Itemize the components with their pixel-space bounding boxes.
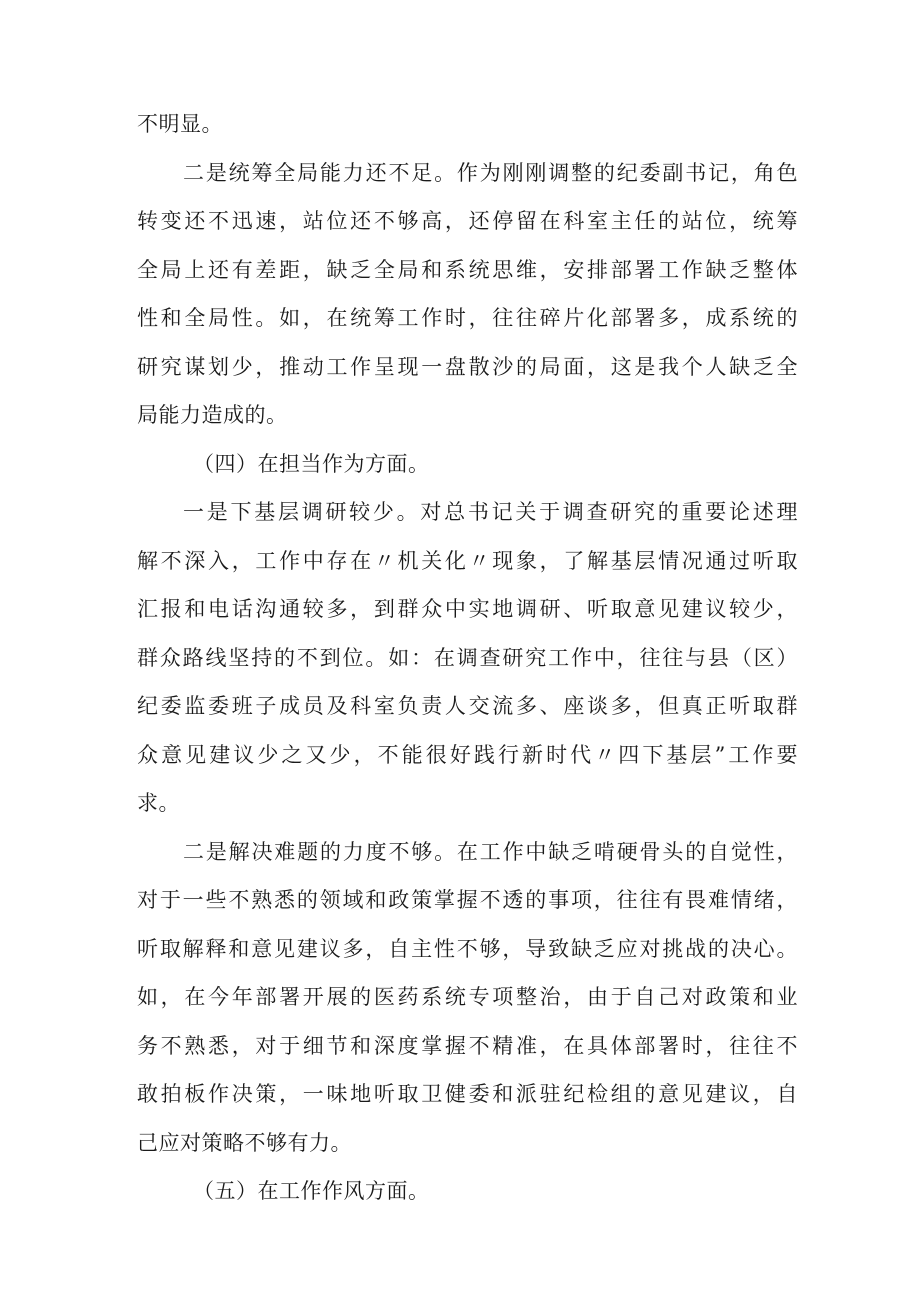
text-line: 汇报和电话沟通较多，到群众中实地调研、听取意见建议较少， [137,597,798,621]
text-line: 敢拍板作决策，一味地听取卫健委和派驻纪检组的意见建议，自 [137,1082,798,1106]
text-line: 对于一些不熟悉的领域和政策掌握不透的事项，往往有畏难情绪， [137,888,798,912]
text-line: 群众路线坚持的不到位。如：在调查研究工作中，往往与县（区） [137,645,798,670]
text-line: 己应对策略不够有力。 [137,1130,352,1155]
text-line: 如，在今年部署开展的医药系统专项整治，由于自己对政策和业 [137,985,798,1009]
text-line: 解不深入，工作中存在〃机关化〃现象，了解基层情况通过听取 [137,548,798,573]
section-heading: （五）在工作作风方面。 [193,1179,430,1203]
text-line: 众意见建议少之又少，不能很好践行新时代〃四下基层”工作要 [137,742,798,767]
text-line: 研究谋划少，推动工作呈现一盘散沙的局面，这是我个人缺乏全 [137,354,798,379]
text-line: 求。 [137,791,180,815]
text-line: 纪委监委班子成员及科室负责人交流多、座谈多，但真正听取群 [137,694,798,718]
text-line: 不明显。 [137,112,223,136]
section-heading: （四）在担当作为方面。 [193,451,430,476]
paragraph-first-line: 二是解决难题的力度不够。在工作中缺乏啃硬骨头的自觉性， [183,839,798,864]
text-line: 听取解释和意见建议多，自主性不够，导致缺乏应对挑战的决心。 [137,936,798,961]
text-line: 性和全局性。如，在统筹工作时，往往碎片化部署多，成系统的 [137,306,798,330]
paragraph-first-line: 二是统筹全局能力还不足。作为刚刚调整的纪委副书记，角色 [183,160,798,185]
paragraph-first-line: 一是下基层调研较少。对总书记关于调查研究的重要论述理 [183,500,798,524]
text-line: 转变还不迅速，站位还不够高，还停留在科室主任的站位，统筹 [137,209,798,233]
text-line: 全局上还有差距，缺乏全局和系统思维，安排部署工作缺乏整体 [137,257,798,282]
text-line: 局能力造成的。 [137,403,288,427]
text-line: 务不熟悉，对于细节和深度掌握不精准，在具体部署时，往往不 [137,1033,798,1058]
